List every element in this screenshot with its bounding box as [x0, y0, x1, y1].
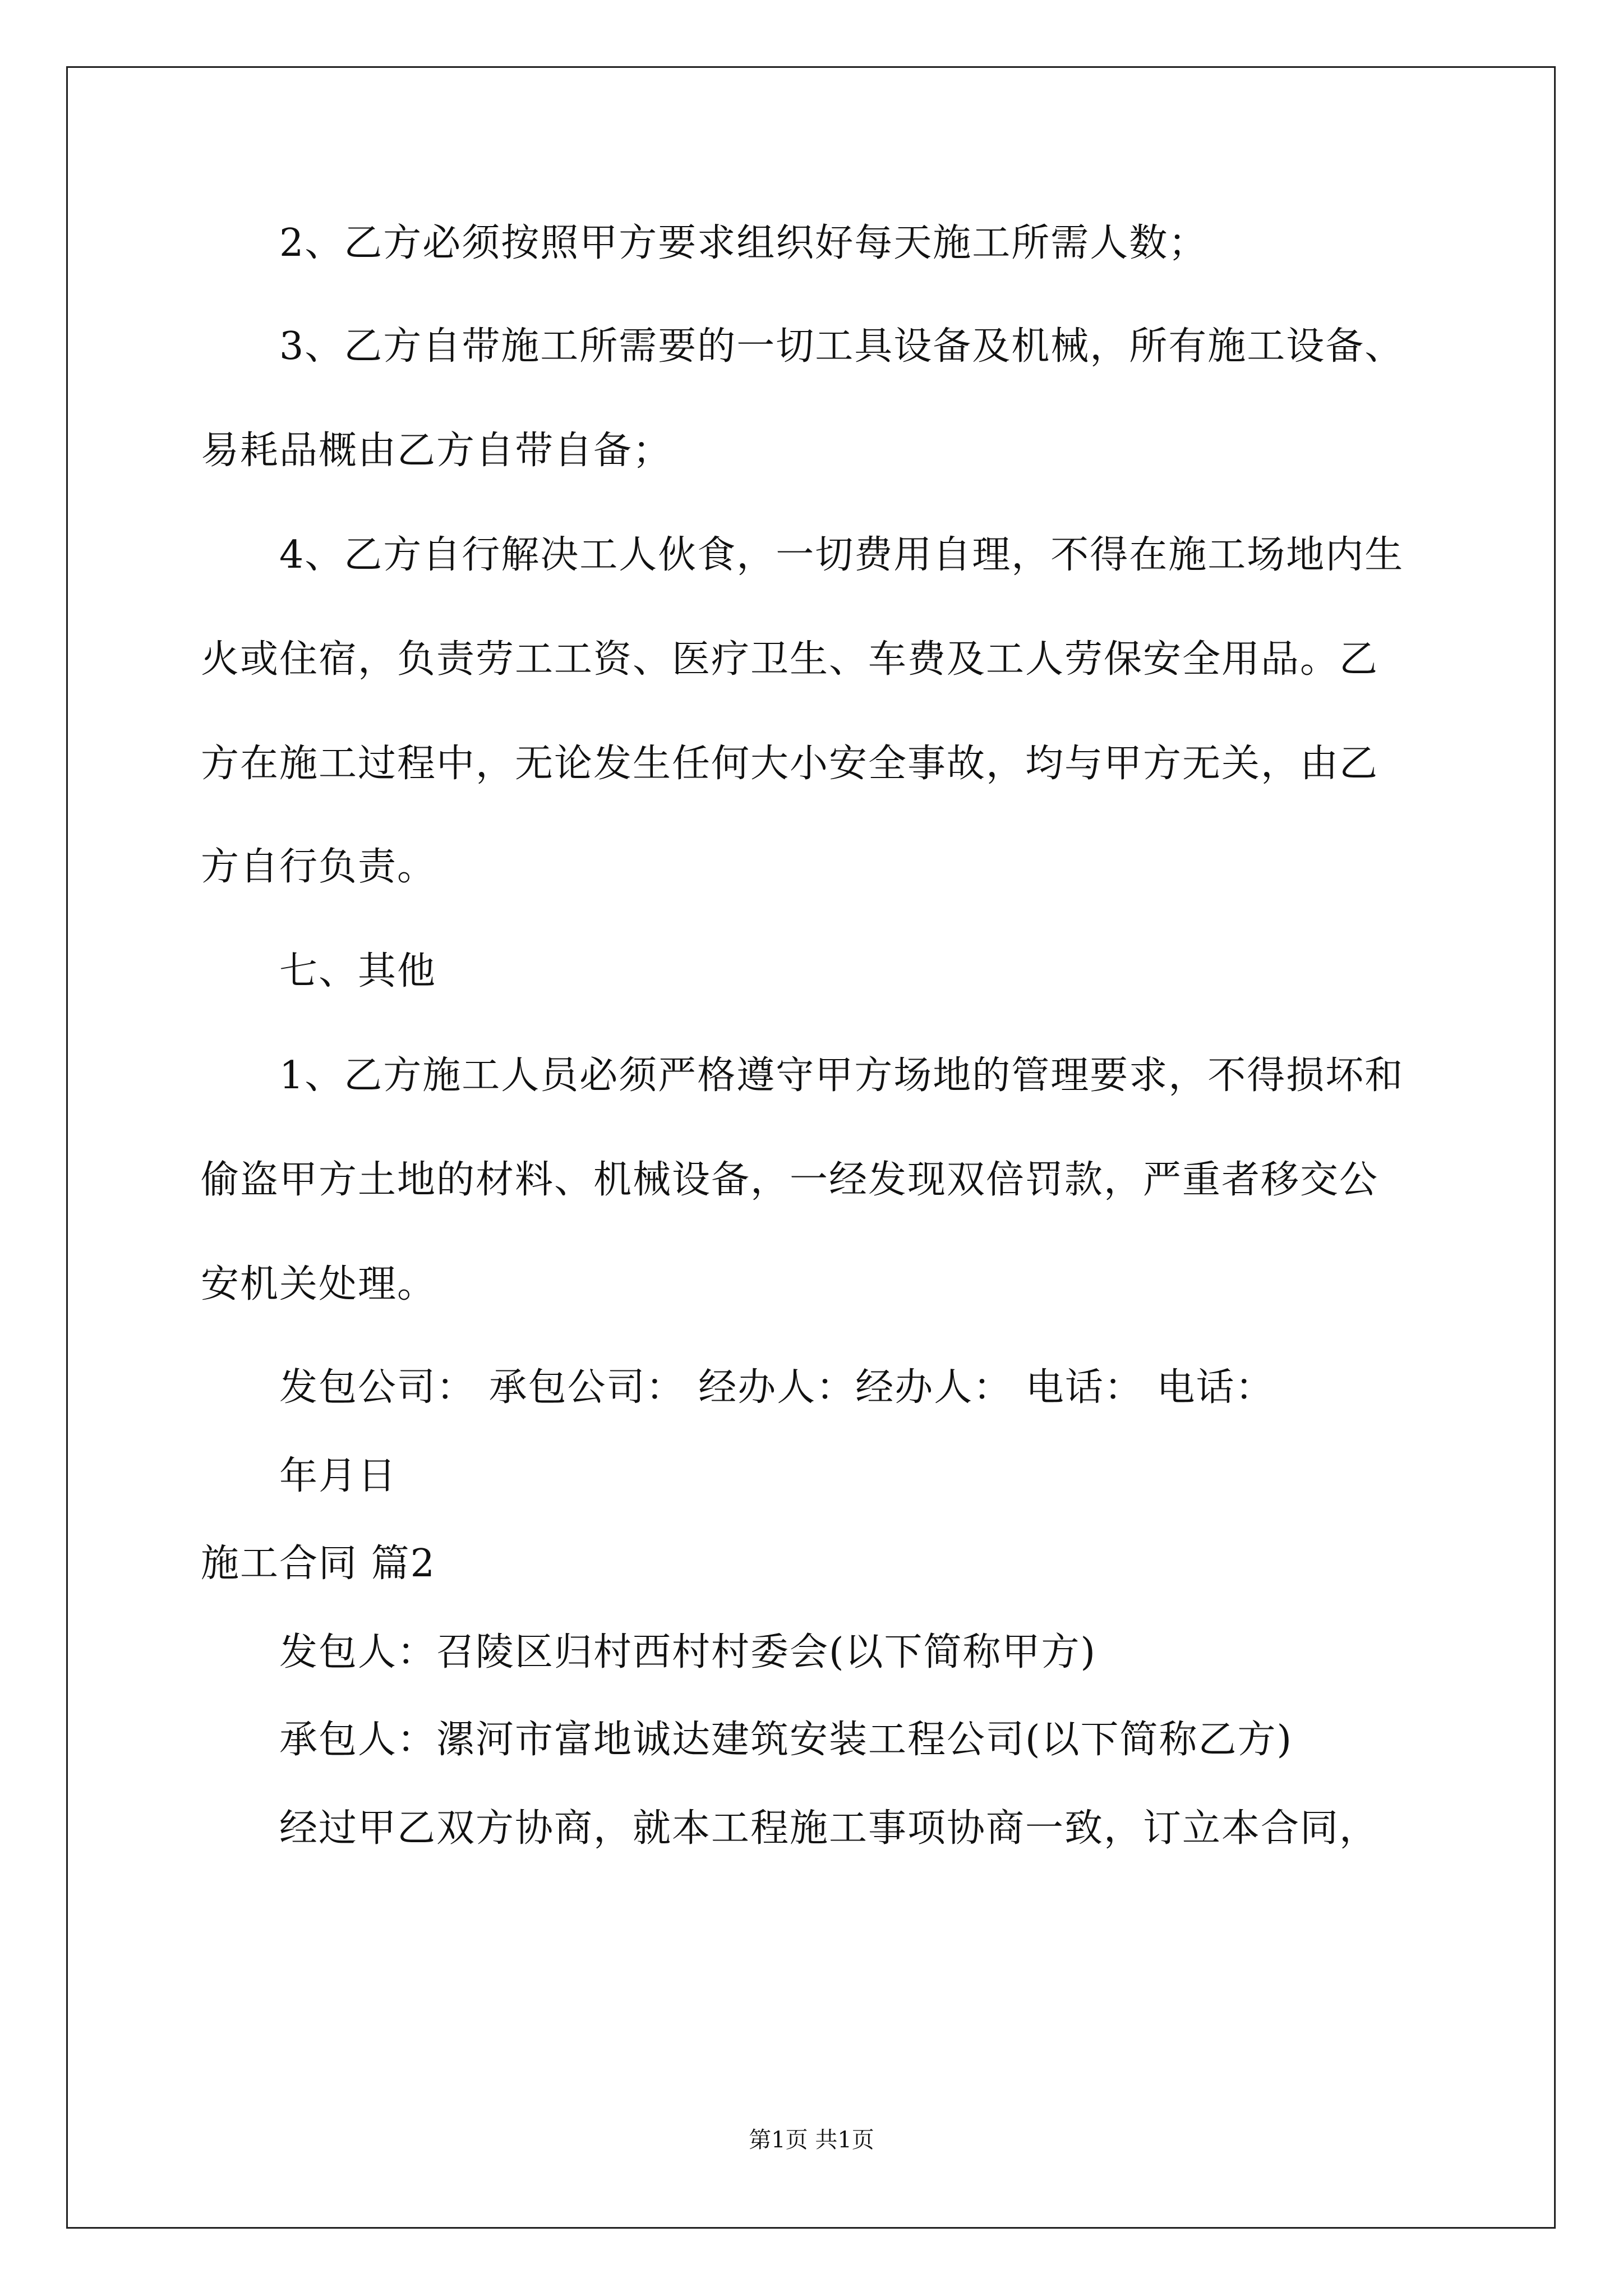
paragraph-line: 偷盗甲方土地的材料、机械设备，一经发现双倍罚款，严重者移交公 — [201, 1158, 1379, 1202]
page-footer: 第1页 共1页 — [749, 2127, 874, 2153]
paragraph-line: 方自行负责。 — [201, 845, 437, 889]
paragraph-line: 火或住宿，负责劳工工资、医疗卫生、车费及工人劳保安全用品。乙 — [201, 637, 1379, 682]
paragraph-line: 安机关处理。 — [201, 1262, 437, 1306]
paragraph-line: 2、乙方必须按照甲方要求组织好每天施工所需人数； — [279, 221, 1208, 265]
paragraph-line: 1、乙方施工人员必须严格遵守甲方场地的管理要求，不得损坏和 — [279, 1053, 1404, 1098]
signature-fields: 发包公司： 承包公司： 经办人：经办人： 电话： 电话： — [279, 1365, 1275, 1410]
section-heading: 七、其他 — [279, 949, 437, 993]
paragraph-line: 易耗品概由乙方自带自备； — [201, 429, 672, 473]
paragraph-line: 方在施工过程中，无论发生任何大小安全事故，均与甲方无关，由乙 — [201, 742, 1379, 786]
date-line: 年月日 — [279, 1454, 398, 1498]
paragraph-line: 4、乙方自行解决工人伙食，一切费用自理，不得在施工场地内生 — [279, 533, 1404, 577]
paragraph-line: 3、乙方自带施工所需要的一切工具设备及机械，所有施工设备、 — [279, 324, 1404, 369]
paragraph-line: 经过甲乙双方协商，就本工程施工事项协商一致，订立本合同， — [279, 1806, 1379, 1851]
employer-line: 发包人：召陵区归村西村村委会(以下简称甲方) — [279, 1630, 1097, 1674]
page-border — [66, 66, 1556, 2229]
contractor-line: 承包人：漯河市富地诚达建筑安装工程公司(以下简称乙方) — [279, 1718, 1293, 1762]
contract-title: 施工合同 篇2 — [201, 1542, 436, 1586]
